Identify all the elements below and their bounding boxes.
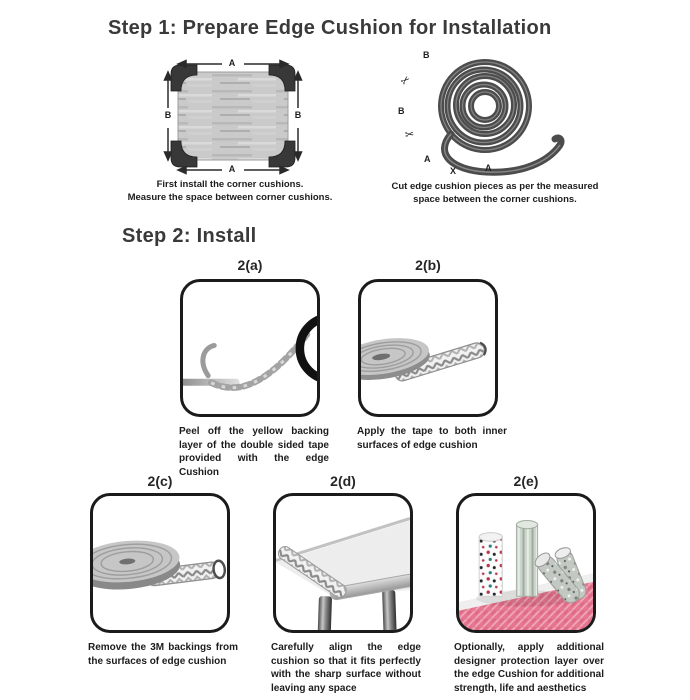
peel-backing-illustration [183, 282, 317, 414]
coil-cut-figure [388, 48, 588, 184]
caption-line: Cut edge cushion pieces as per the measured [391, 181, 599, 192]
striped-roll [516, 521, 537, 597]
peeled-curl [203, 345, 214, 375]
apply-tape-illustration [361, 282, 495, 414]
table-figure-caption [105, 178, 355, 205]
panel-label-2d: 2(d) [330, 473, 356, 489]
panel-label-2c: 2(c) [147, 473, 173, 489]
step2-heading: Step 2: Install [122, 225, 257, 247]
coil-figure-caption [370, 180, 620, 207]
tape-roll-ring [300, 317, 317, 379]
measure-mark: B [423, 50, 430, 60]
caption-line: First install the corner cushions. [156, 179, 304, 190]
panel-caption-2a: Peel off the yellow backing layer of the double sided tape provided with the edge Cushion [179, 426, 329, 478]
measure-mark: X [450, 166, 457, 176]
coil-hole [475, 96, 495, 116]
panel-2c [90, 493, 230, 633]
panel-caption-2d: Carefully align the edge cushion so that it fits perfectly with the sharp surface without leaving any space [271, 642, 421, 694]
measure-mark: A [485, 163, 492, 173]
align-cushion-illustration [276, 496, 410, 630]
panel-2e [456, 493, 596, 633]
cushion-roll [93, 536, 182, 593]
caption-line: Measure the space between corner cushions. [127, 192, 333, 204]
dimension-label-a-bottom: A [228, 164, 236, 174]
panel-2d [273, 493, 413, 633]
panel-caption-2b: Apply the tape to both inner surfaces of edge cushion [357, 426, 507, 451]
scissors-icon: ✂ [398, 73, 414, 89]
table-top [178, 72, 288, 160]
step1-heading: Step 1: Prepare Edge Cushion for Installation [108, 17, 552, 39]
measure-mark: A [424, 154, 431, 164]
table-measure-figure [148, 56, 316, 178]
remove-backing-illustration [93, 496, 227, 630]
table-leg [318, 596, 332, 630]
panel-label-2a: 2(a) [237, 257, 263, 273]
panel-caption-2e: Optionally, apply additional designer protection layer over the edge Cushion for additional strength, life and aesthetics [454, 642, 604, 694]
measure-mark: B [398, 106, 405, 116]
caption-line: space between the corner cushions. [413, 194, 577, 206]
dimension-label-b-left: B [164, 110, 172, 120]
dimension-label-a-top: A [228, 58, 236, 68]
designer-layer-illustration [459, 496, 593, 630]
panel-caption-2c: Remove the 3M backings from the surfaces of edge cushion [88, 642, 238, 667]
scissors-icon: ✂ [404, 128, 416, 142]
dotted-roll [479, 533, 502, 597]
table-leg [382, 590, 397, 630]
panel-2a [180, 279, 320, 417]
panel-label-2e: 2(e) [513, 473, 539, 489]
panel-2b [358, 279, 498, 417]
dimension-label-b-right: B [294, 110, 302, 120]
panel-label-2b: 2(b) [415, 257, 441, 273]
